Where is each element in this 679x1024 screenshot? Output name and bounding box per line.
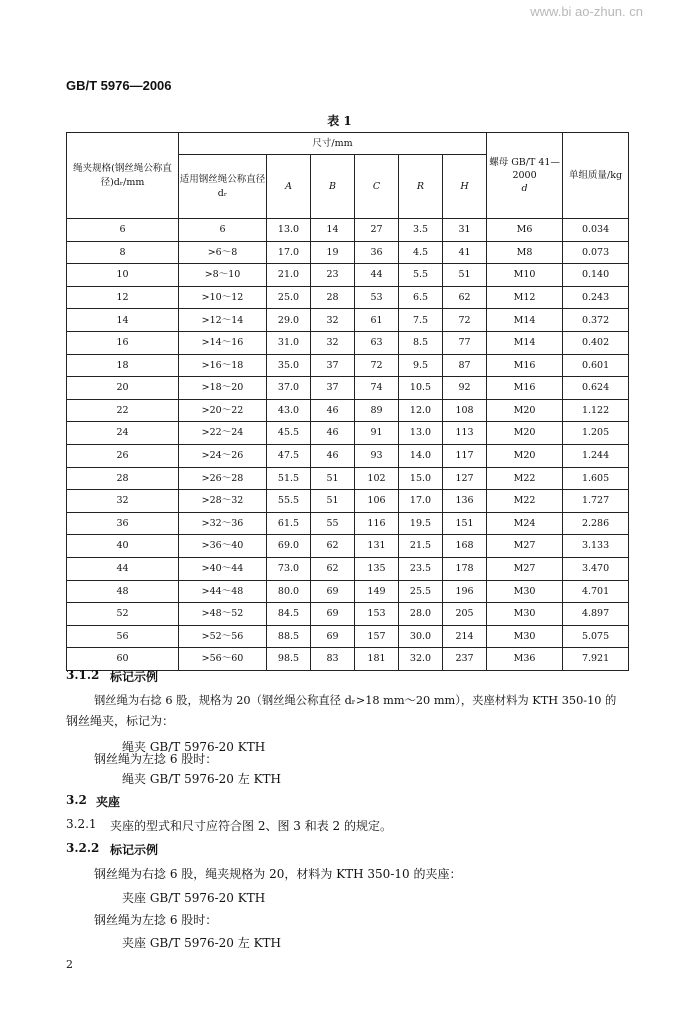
table-cell: 72: [355, 354, 399, 377]
table-row: [67, 557, 629, 580]
table-cell: 149: [355, 580, 399, 603]
table-cell: 37: [311, 377, 355, 400]
table-cell: 91: [355, 422, 399, 445]
table-cell: M16: [487, 354, 563, 377]
table-row: [67, 603, 629, 626]
table-cell: 10: [67, 264, 179, 287]
section-3-2-1-text: 夹座的型式和尺寸应符合图 2、图 3 和表 2 的规定。: [110, 819, 392, 833]
table-cell: 214: [443, 625, 487, 648]
table-cell: 17.0: [267, 241, 311, 264]
table-cell: 43.0: [267, 399, 311, 422]
table-cell: 28: [311, 286, 355, 309]
table-cell: 0.601: [563, 354, 629, 377]
table-cell: 69: [311, 625, 355, 648]
table-row: [67, 309, 629, 332]
table-cell: 0.073: [563, 241, 629, 264]
table-cell: 56: [67, 625, 179, 648]
table-cell: 25.0: [267, 286, 311, 309]
table-cell: 37: [311, 354, 355, 377]
table-cell: 74: [355, 377, 399, 400]
header-C: C: [355, 155, 399, 219]
section-3-1-2-paragraph-cont: 钢丝绳夹，标记为：: [66, 714, 175, 728]
table-cell: 196: [443, 580, 487, 603]
table-row: [67, 490, 629, 513]
header-unit-mass: 单组质量/kg: [563, 133, 629, 219]
table-cell: >32～36: [179, 512, 267, 535]
table-cell: M27: [487, 535, 563, 558]
watermark: www.bi ao-zhun. cn: [530, 4, 643, 19]
table-cell: 31.0: [267, 331, 311, 354]
table-cell: 98.5: [267, 648, 311, 671]
table-cell: 4.701: [563, 580, 629, 603]
table-title: 表 1: [327, 114, 352, 128]
table-row: [67, 444, 629, 467]
header-rope-diameter: 适用钢丝绳公称直径 dᵣ: [179, 155, 267, 219]
table-cell: 41: [443, 241, 487, 264]
table-cell: 47.5: [267, 444, 311, 467]
page-number: 2: [66, 958, 73, 971]
table-cell: 0.624: [563, 377, 629, 400]
table-cell: 92: [443, 377, 487, 400]
section-3-2-2-paragraph: 钢丝绳为右捻 6 股，绳夹规格为 20，材料为 KTH 350-10 的夹座：: [94, 867, 462, 881]
table-cell: 12: [67, 286, 179, 309]
table-cell: M30: [487, 580, 563, 603]
table-cell: 73.0: [267, 557, 311, 580]
table-cell: >28～32: [179, 490, 267, 513]
table-cell: 7.5: [399, 309, 443, 332]
table-cell: 69: [311, 603, 355, 626]
table-cell: 44: [67, 557, 179, 580]
table-cell: 29.0: [267, 309, 311, 332]
table-cell: >52～56: [179, 625, 267, 648]
table-cell: 135: [355, 557, 399, 580]
header-R: R: [399, 155, 443, 219]
section-3-2-title: 夹座: [96, 795, 121, 809]
table-cell: 51: [443, 264, 487, 287]
table-cell: 178: [443, 557, 487, 580]
table-row: [67, 354, 629, 377]
table-cell: M20: [487, 399, 563, 422]
section-3-1-2-number: 3.1.2: [66, 668, 100, 682]
table-cell: >56～60: [179, 648, 267, 671]
seat-left-lay-note: 钢丝绳为左捻 6 股时：: [94, 913, 218, 927]
table-cell: 55: [311, 512, 355, 535]
table-cell: 89: [355, 399, 399, 422]
table-cell: >20～22: [179, 399, 267, 422]
table-cell: >8～10: [179, 264, 267, 287]
table-cell: 32: [311, 331, 355, 354]
table-cell: 157: [355, 625, 399, 648]
table-cell: 14: [67, 309, 179, 332]
table-cell: M36: [487, 648, 563, 671]
table-cell: 4.897: [563, 603, 629, 626]
table-cell: >24～26: [179, 444, 267, 467]
table-cell: M24: [487, 512, 563, 535]
header-B: B: [311, 155, 355, 219]
table-cell: 4.5: [399, 241, 443, 264]
table-cell: 40: [67, 535, 179, 558]
table-cell: 26: [67, 444, 179, 467]
table-cell: 13.0: [399, 422, 443, 445]
table-cell: 20: [67, 377, 179, 400]
table-cell: >22～24: [179, 422, 267, 445]
table-cell: 237: [443, 648, 487, 671]
table-cell: 7.921: [563, 648, 629, 671]
seat-marking-left: 夹座 GB/T 5976-20 左 KTH: [122, 936, 282, 950]
table-cell: 22: [67, 399, 179, 422]
table-cell: 62: [311, 557, 355, 580]
table-row: [67, 241, 629, 264]
table-cell: 153: [355, 603, 399, 626]
table-cell: 6: [179, 219, 267, 242]
table-row: [67, 648, 629, 671]
table-cell: 21.5: [399, 535, 443, 558]
table-cell: 3.470: [563, 557, 629, 580]
table-cell: 69.0: [267, 535, 311, 558]
header-nut-label: 螺母 GB/T 41—2000: [489, 156, 560, 181]
table-cell: M22: [487, 490, 563, 513]
table-cell: 168: [443, 535, 487, 558]
table-cell: 52: [67, 603, 179, 626]
header-A: A: [267, 155, 311, 219]
table-cell: 32: [67, 490, 179, 513]
table-cell: M30: [487, 625, 563, 648]
table-cell: 13.0: [267, 219, 311, 242]
table-cell: >6～8: [179, 241, 267, 264]
table-cell: 44: [355, 264, 399, 287]
table-cell: 113: [443, 422, 487, 445]
table-cell: 23: [311, 264, 355, 287]
table-cell: 8: [67, 241, 179, 264]
table-cell: 83: [311, 648, 355, 671]
table-cell: >10～12: [179, 286, 267, 309]
table-cell: M20: [487, 444, 563, 467]
table-cell: >40～44: [179, 557, 267, 580]
table-cell: 1.727: [563, 490, 629, 513]
marking-example-left: 绳夹 GB/T 5976-20 左 KTH: [122, 772, 282, 786]
table-cell: 63: [355, 331, 399, 354]
table-cell: 93: [355, 444, 399, 467]
section-3-2-2-title: 标记示例: [110, 843, 159, 857]
table-cell: 0.402: [563, 331, 629, 354]
table-cell: 127: [443, 467, 487, 490]
table-row: [67, 399, 629, 422]
table-cell: 32.0: [399, 648, 443, 671]
table-cell: 46: [311, 444, 355, 467]
table-cell: 131: [355, 535, 399, 558]
table-cell: 181: [355, 648, 399, 671]
table-cell: 46: [311, 422, 355, 445]
table-cell: 36: [355, 241, 399, 264]
table-cell: 72: [443, 309, 487, 332]
table-cell: >44～48: [179, 580, 267, 603]
table-cell: M16: [487, 377, 563, 400]
table-cell: 48: [67, 580, 179, 603]
table-cell: 28.0: [399, 603, 443, 626]
marking-example-right: 绳夹 GB/T 5976-20 KTH: [122, 740, 266, 754]
table-cell: 21.0: [267, 264, 311, 287]
table-row: [67, 422, 629, 445]
left-lay-note-1: 钢丝绳为左捻 6 股时：: [94, 752, 218, 766]
table-cell: 23.5: [399, 557, 443, 580]
section-3-1-2-paragraph: 钢丝绳为右捻 6 股，规格为 20（钢丝绳公称直径 dᵣ>18 mm～20 mm），夹座材料为 KTH 350-10 的: [94, 694, 617, 707]
table-cell: 62: [311, 535, 355, 558]
section-3-1-2-title: 标记示例: [110, 670, 159, 684]
table-cell: 60: [67, 648, 179, 671]
table-cell: 55.5: [267, 490, 311, 513]
table-cell: 51.5: [267, 467, 311, 490]
table-cell: 1.244: [563, 444, 629, 467]
spec-table: [66, 132, 629, 671]
table-cell: 6.5: [399, 286, 443, 309]
table-cell: 32: [311, 309, 355, 332]
table-cell: 3.5: [399, 219, 443, 242]
table-cell: 0.243: [563, 286, 629, 309]
table-cell: 37.0: [267, 377, 311, 400]
table-cell: >48～52: [179, 603, 267, 626]
table-cell: 19.5: [399, 512, 443, 535]
table-cell: M14: [487, 309, 563, 332]
table-cell: 30.0: [399, 625, 443, 648]
table-cell: 14: [311, 219, 355, 242]
table-row: [67, 512, 629, 535]
table-cell: >12～14: [179, 309, 267, 332]
table-row: [67, 535, 629, 558]
table-cell: 25.5: [399, 580, 443, 603]
table-row: [67, 286, 629, 309]
table-cell: 62: [443, 286, 487, 309]
table-cell: M20: [487, 422, 563, 445]
table-cell: 0.034: [563, 219, 629, 242]
table-cell: M6: [487, 219, 563, 242]
table-cell: 1.605: [563, 467, 629, 490]
table-cell: 16: [67, 331, 179, 354]
table-row: [67, 580, 629, 603]
table-cell: 51: [311, 490, 355, 513]
table-row: [67, 377, 629, 400]
table-cell: 53: [355, 286, 399, 309]
table-cell: 51: [311, 467, 355, 490]
table-row: [67, 467, 629, 490]
table-row: [67, 264, 629, 287]
table-cell: 45.5: [267, 422, 311, 445]
table-cell: 5.075: [563, 625, 629, 648]
table-cell: 36: [67, 512, 179, 535]
header-clip-spec: 绳夹规格(钢丝绳公称直径)dᵣ/mm: [67, 133, 179, 219]
table-cell: 31: [443, 219, 487, 242]
table-cell: 27: [355, 219, 399, 242]
table-cell: 80.0: [267, 580, 311, 603]
table-cell: 116: [355, 512, 399, 535]
table-cell: 8.5: [399, 331, 443, 354]
table-cell: 0.140: [563, 264, 629, 287]
table-cell: 28: [67, 467, 179, 490]
table-cell: >26～28: [179, 467, 267, 490]
table-cell: M10: [487, 264, 563, 287]
table-cell: 69: [311, 580, 355, 603]
table-cell: 102: [355, 467, 399, 490]
table-cell: 1.122: [563, 399, 629, 422]
table-cell: M30: [487, 603, 563, 626]
header-nut: [487, 133, 563, 219]
table-cell: 35.0: [267, 354, 311, 377]
table-cell: 17.0: [399, 490, 443, 513]
table-cell: 24: [67, 422, 179, 445]
table-cell: 14.0: [399, 444, 443, 467]
table-cell: 61.5: [267, 512, 311, 535]
table-cell: 19: [311, 241, 355, 264]
table-cell: 2.286: [563, 512, 629, 535]
header-dimensions: 尺寸/mm: [179, 133, 487, 155]
table-cell: M12: [487, 286, 563, 309]
standard-number: GB/T 5976—2006: [66, 78, 172, 93]
table-cell: 136: [443, 490, 487, 513]
table-cell: 117: [443, 444, 487, 467]
table-cell: 10.5: [399, 377, 443, 400]
table-cell: >14～16: [179, 331, 267, 354]
header-H: H: [443, 155, 487, 219]
section-3-2-2-number: 3.2.2: [66, 841, 100, 855]
section-3-2-number: 3.2: [66, 793, 87, 807]
table-cell: 46: [311, 399, 355, 422]
table-cell: M8: [487, 241, 563, 264]
table-cell: >36～40: [179, 535, 267, 558]
table-cell: >16～18: [179, 354, 267, 377]
table-cell: M14: [487, 331, 563, 354]
table-cell: 1.205: [563, 422, 629, 445]
table-row: [67, 219, 629, 242]
table-row: [67, 625, 629, 648]
table-cell: >18～20: [179, 377, 267, 400]
header-nut-d: d: [521, 183, 528, 195]
seat-marking-right: 夹座 GB/T 5976-20 KTH: [122, 891, 266, 905]
table-cell: 108: [443, 399, 487, 422]
table-cell: 5.5: [399, 264, 443, 287]
table-cell: 151: [443, 512, 487, 535]
table-cell: M27: [487, 557, 563, 580]
table-cell: 205: [443, 603, 487, 626]
table-row: [67, 331, 629, 354]
section-3-2-1-number: 3.2.1: [66, 817, 97, 831]
table-cell: 77: [443, 331, 487, 354]
table-cell: 18: [67, 354, 179, 377]
table-cell: 0.372: [563, 309, 629, 332]
table-cell: 12.0: [399, 399, 443, 422]
table-cell: 6: [67, 219, 179, 242]
table-cell: 87: [443, 354, 487, 377]
table-cell: M22: [487, 467, 563, 490]
table-cell: 106: [355, 490, 399, 513]
table-cell: 15.0: [399, 467, 443, 490]
table-cell: 61: [355, 309, 399, 332]
table-cell: 84.5: [267, 603, 311, 626]
table-cell: 88.5: [267, 625, 311, 648]
table-cell: 3.133: [563, 535, 629, 558]
table-cell: 9.5: [399, 354, 443, 377]
